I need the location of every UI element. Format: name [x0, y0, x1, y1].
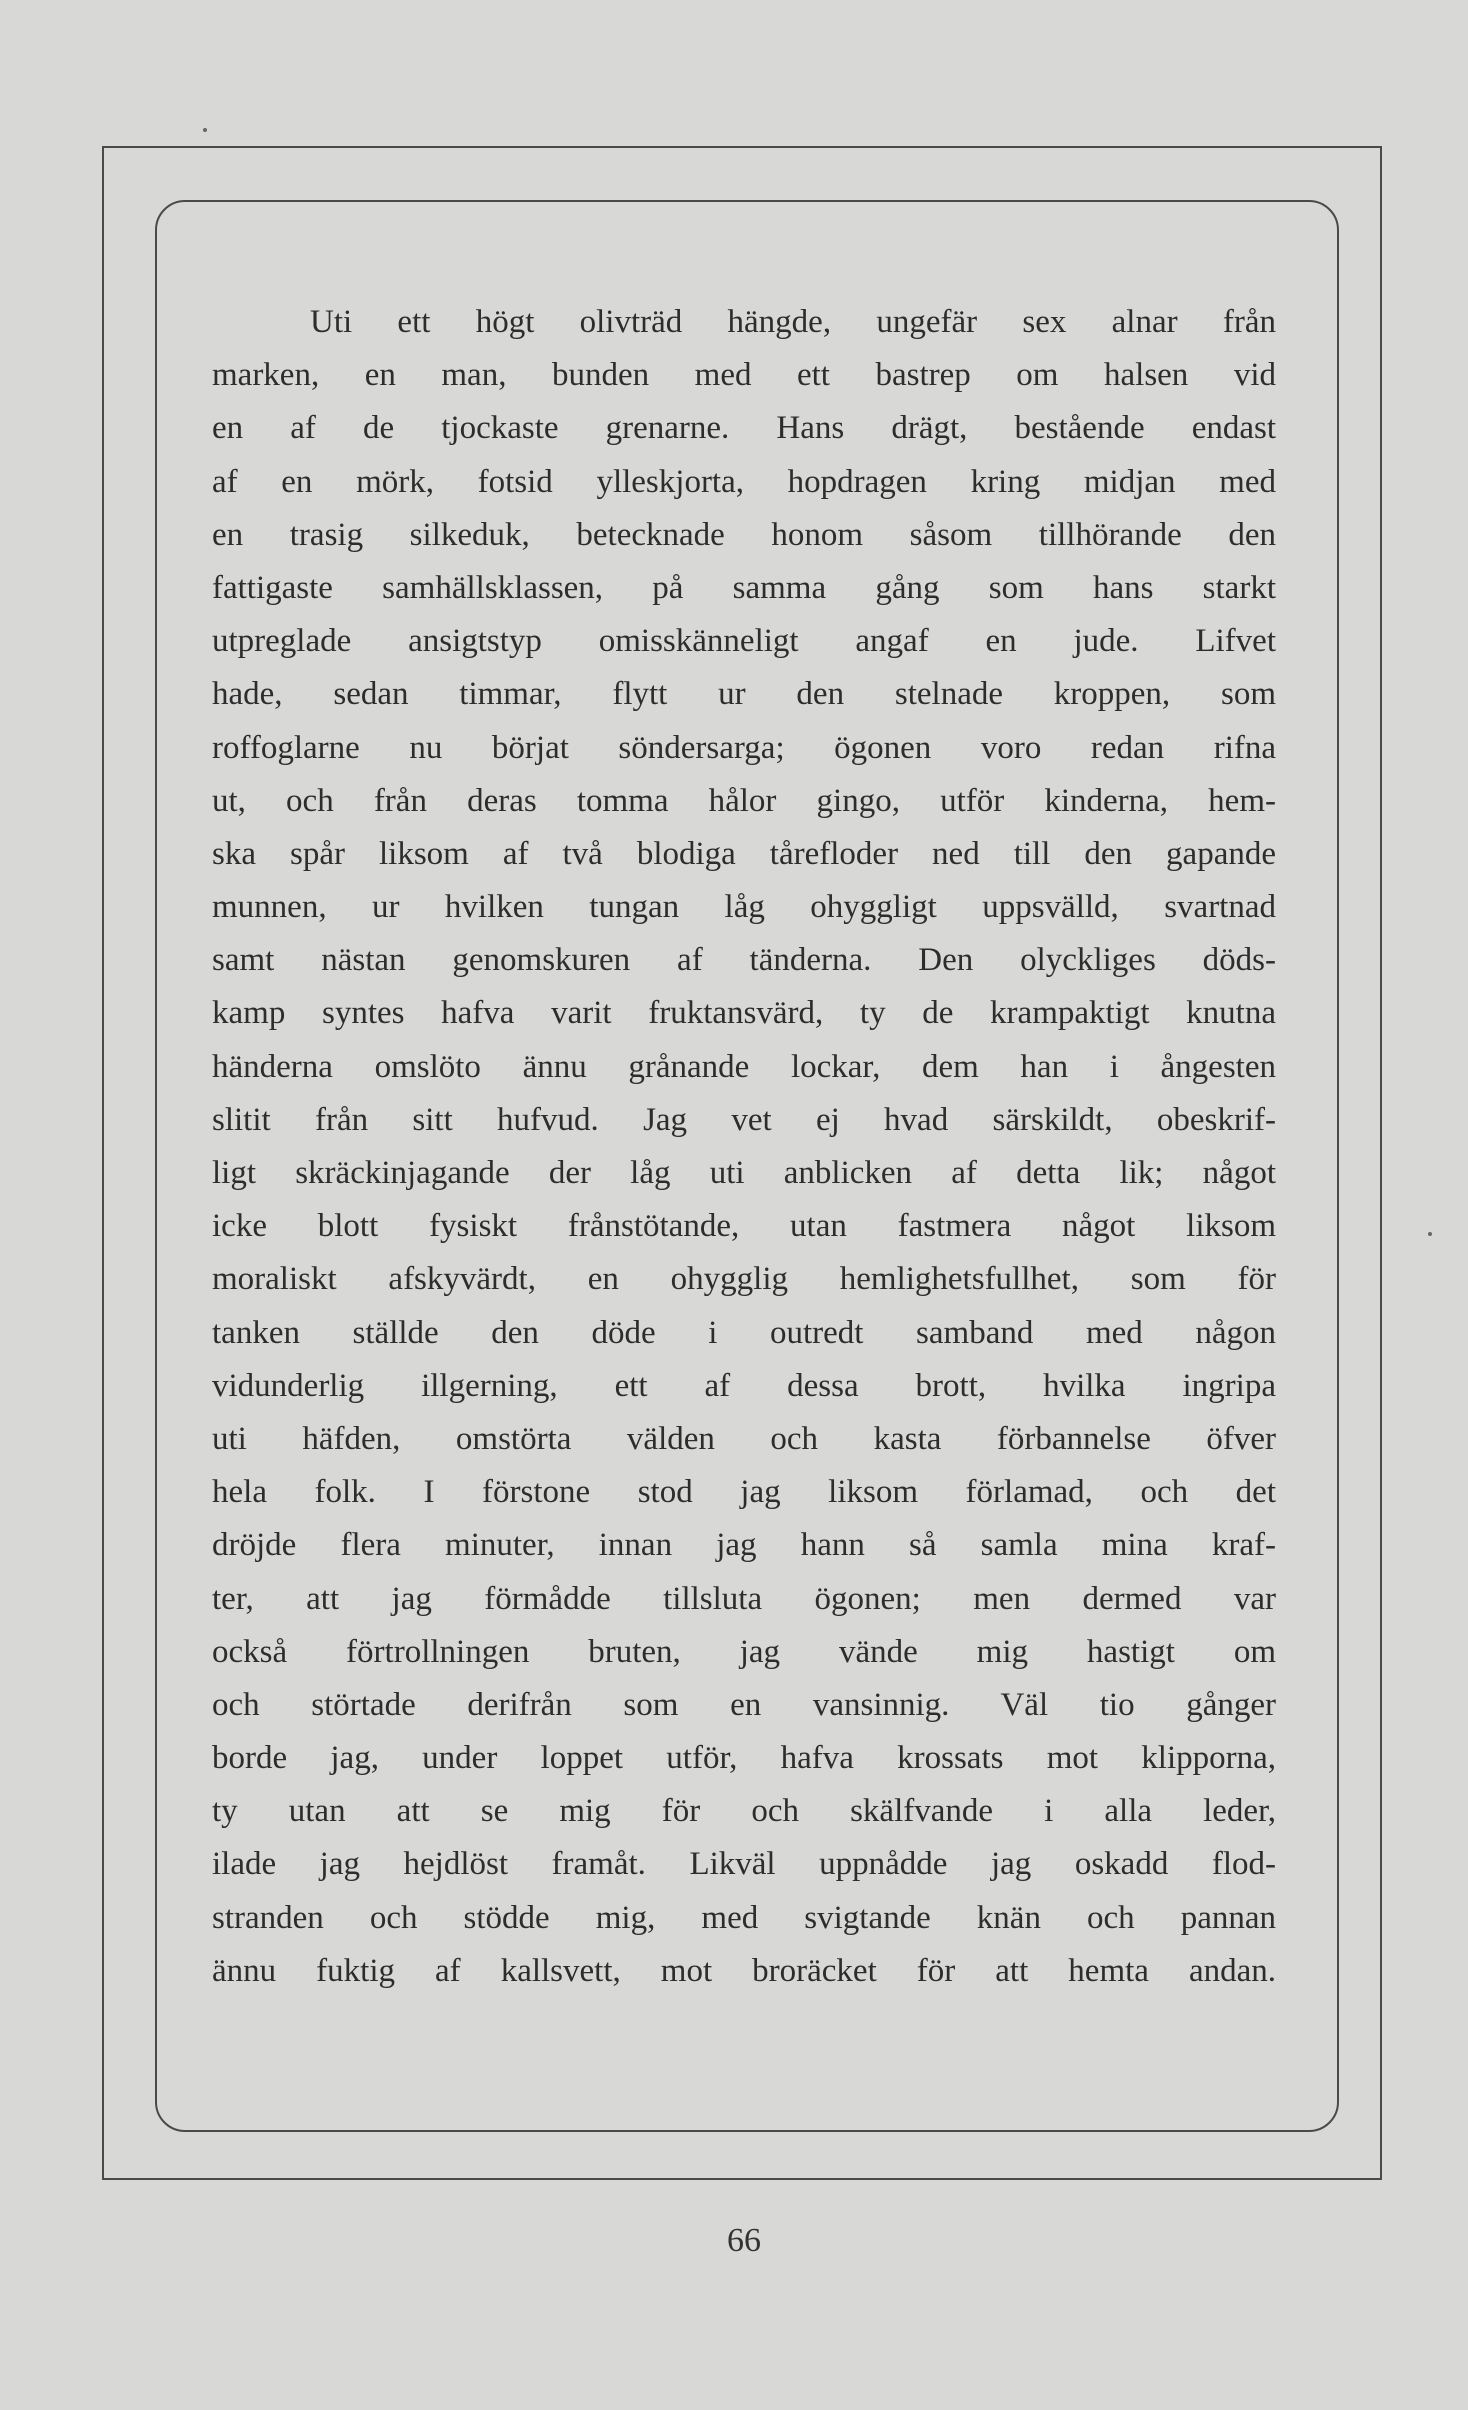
text-line: kamp syntes hafva varit fruktansvärd, ty de krampaktigt knutna — [212, 995, 1276, 1032]
text-line: och störtade derifrån som en vansinnig. Väl tio gånger — [212, 1686, 1276, 1723]
text-line: ter, att jag förmådde tillsluta ögonen; men dermed var — [212, 1580, 1276, 1617]
text-line: tanken ställde den döde i outredt samband med någon — [212, 1314, 1276, 1351]
page-number: 66 — [727, 2222, 761, 2259]
text-line: ännu fuktig af kallsvett, mot broräcket för att hemta andan. — [212, 1952, 1276, 1989]
text-line: händerna omslöto ännu grånande lockar, dem han i ångesten — [212, 1048, 1276, 1085]
text-line: utpreglade ansigtstyp omisskänneligt angaf en jude. Lifvet — [212, 623, 1276, 660]
print-speck — [203, 128, 207, 132]
text-line: samt nästan genomskuren af tänderna. Den olyckliges döds- — [212, 942, 1276, 979]
text-line: ilade jag hejdlöst framåt. Likväl uppnådde jag oskadd flod- — [212, 1846, 1276, 1883]
text-line: hade, sedan timmar, flytt ur den stelnade kroppen, som — [212, 676, 1276, 713]
text-line: Uti ett högt olivträd hängde, ungefär sex alnar från — [310, 304, 1276, 340]
text-line: ut, och från deras tomma hålor gingo, utför kinderna, hem- — [212, 782, 1276, 819]
text-line: ligt skräckinjagande der låg uti anblicken af detta lik; något — [212, 1155, 1276, 1191]
text-line: ska spår liksom af två blodiga tårefloder ned till den gapande — [212, 835, 1276, 872]
body-text — [212, 296, 1276, 1998]
text-line: icke blott fysiskt frånstötande, utan fastmera något liksom — [212, 1208, 1276, 1245]
text-line: en af de tjockaste grenarne. Hans drägt, bestående endast — [212, 410, 1276, 447]
text-line: af en mörk, fotsid ylleskjorta, hopdragen kring midjan med — [212, 463, 1276, 500]
text-line: munnen, ur hvilken tungan låg ohyggligt uppsvälld, svartnad — [212, 889, 1276, 926]
text-line: stranden och stödde mig, med svigtande knän och pannan — [212, 1899, 1276, 1936]
text-line: dröjde flera minuter, innan jag hann så samla mina kraf- — [212, 1527, 1276, 1564]
text-line: också förtrollningen bruten, jag vände mig hastigt om — [212, 1633, 1276, 1670]
text-line: hela folk. I förstone stod jag liksom förlamad, och det — [212, 1474, 1276, 1511]
text-line: en trasig silkeduk, betecknade honom såsom tillhörande den — [212, 516, 1276, 553]
text-line: uti häfden, omstörta välden och kasta förbannelse öfver — [212, 1420, 1276, 1457]
text-line: slitit från sitt hufvud. Jag vet ej hvad särskildt, obeskrif- — [212, 1101, 1276, 1138]
text-line: ty utan att se mig för och skälfvande i alla leder, — [212, 1793, 1276, 1830]
text-line: marken, en man, bunden med ett bastrep om halsen vid — [212, 357, 1276, 394]
text-line: fattigaste samhällsklassen, på samma gång som hans starkt — [212, 569, 1276, 606]
text-line: borde jag, under loppet utför, hafva krossats mot klipporna, — [212, 1740, 1276, 1777]
text-line: vidunderlig illgerning, ett af dessa brott, hvilka ingripa — [212, 1367, 1276, 1404]
text-line: moraliskt afskyvärdt, en ohygglig hemlighetsfullhet, som för — [212, 1261, 1276, 1298]
print-speck — [1428, 1232, 1432, 1236]
text-line: roffoglarne nu börjat söndersarga; ögonen voro redan rifna — [212, 729, 1276, 766]
